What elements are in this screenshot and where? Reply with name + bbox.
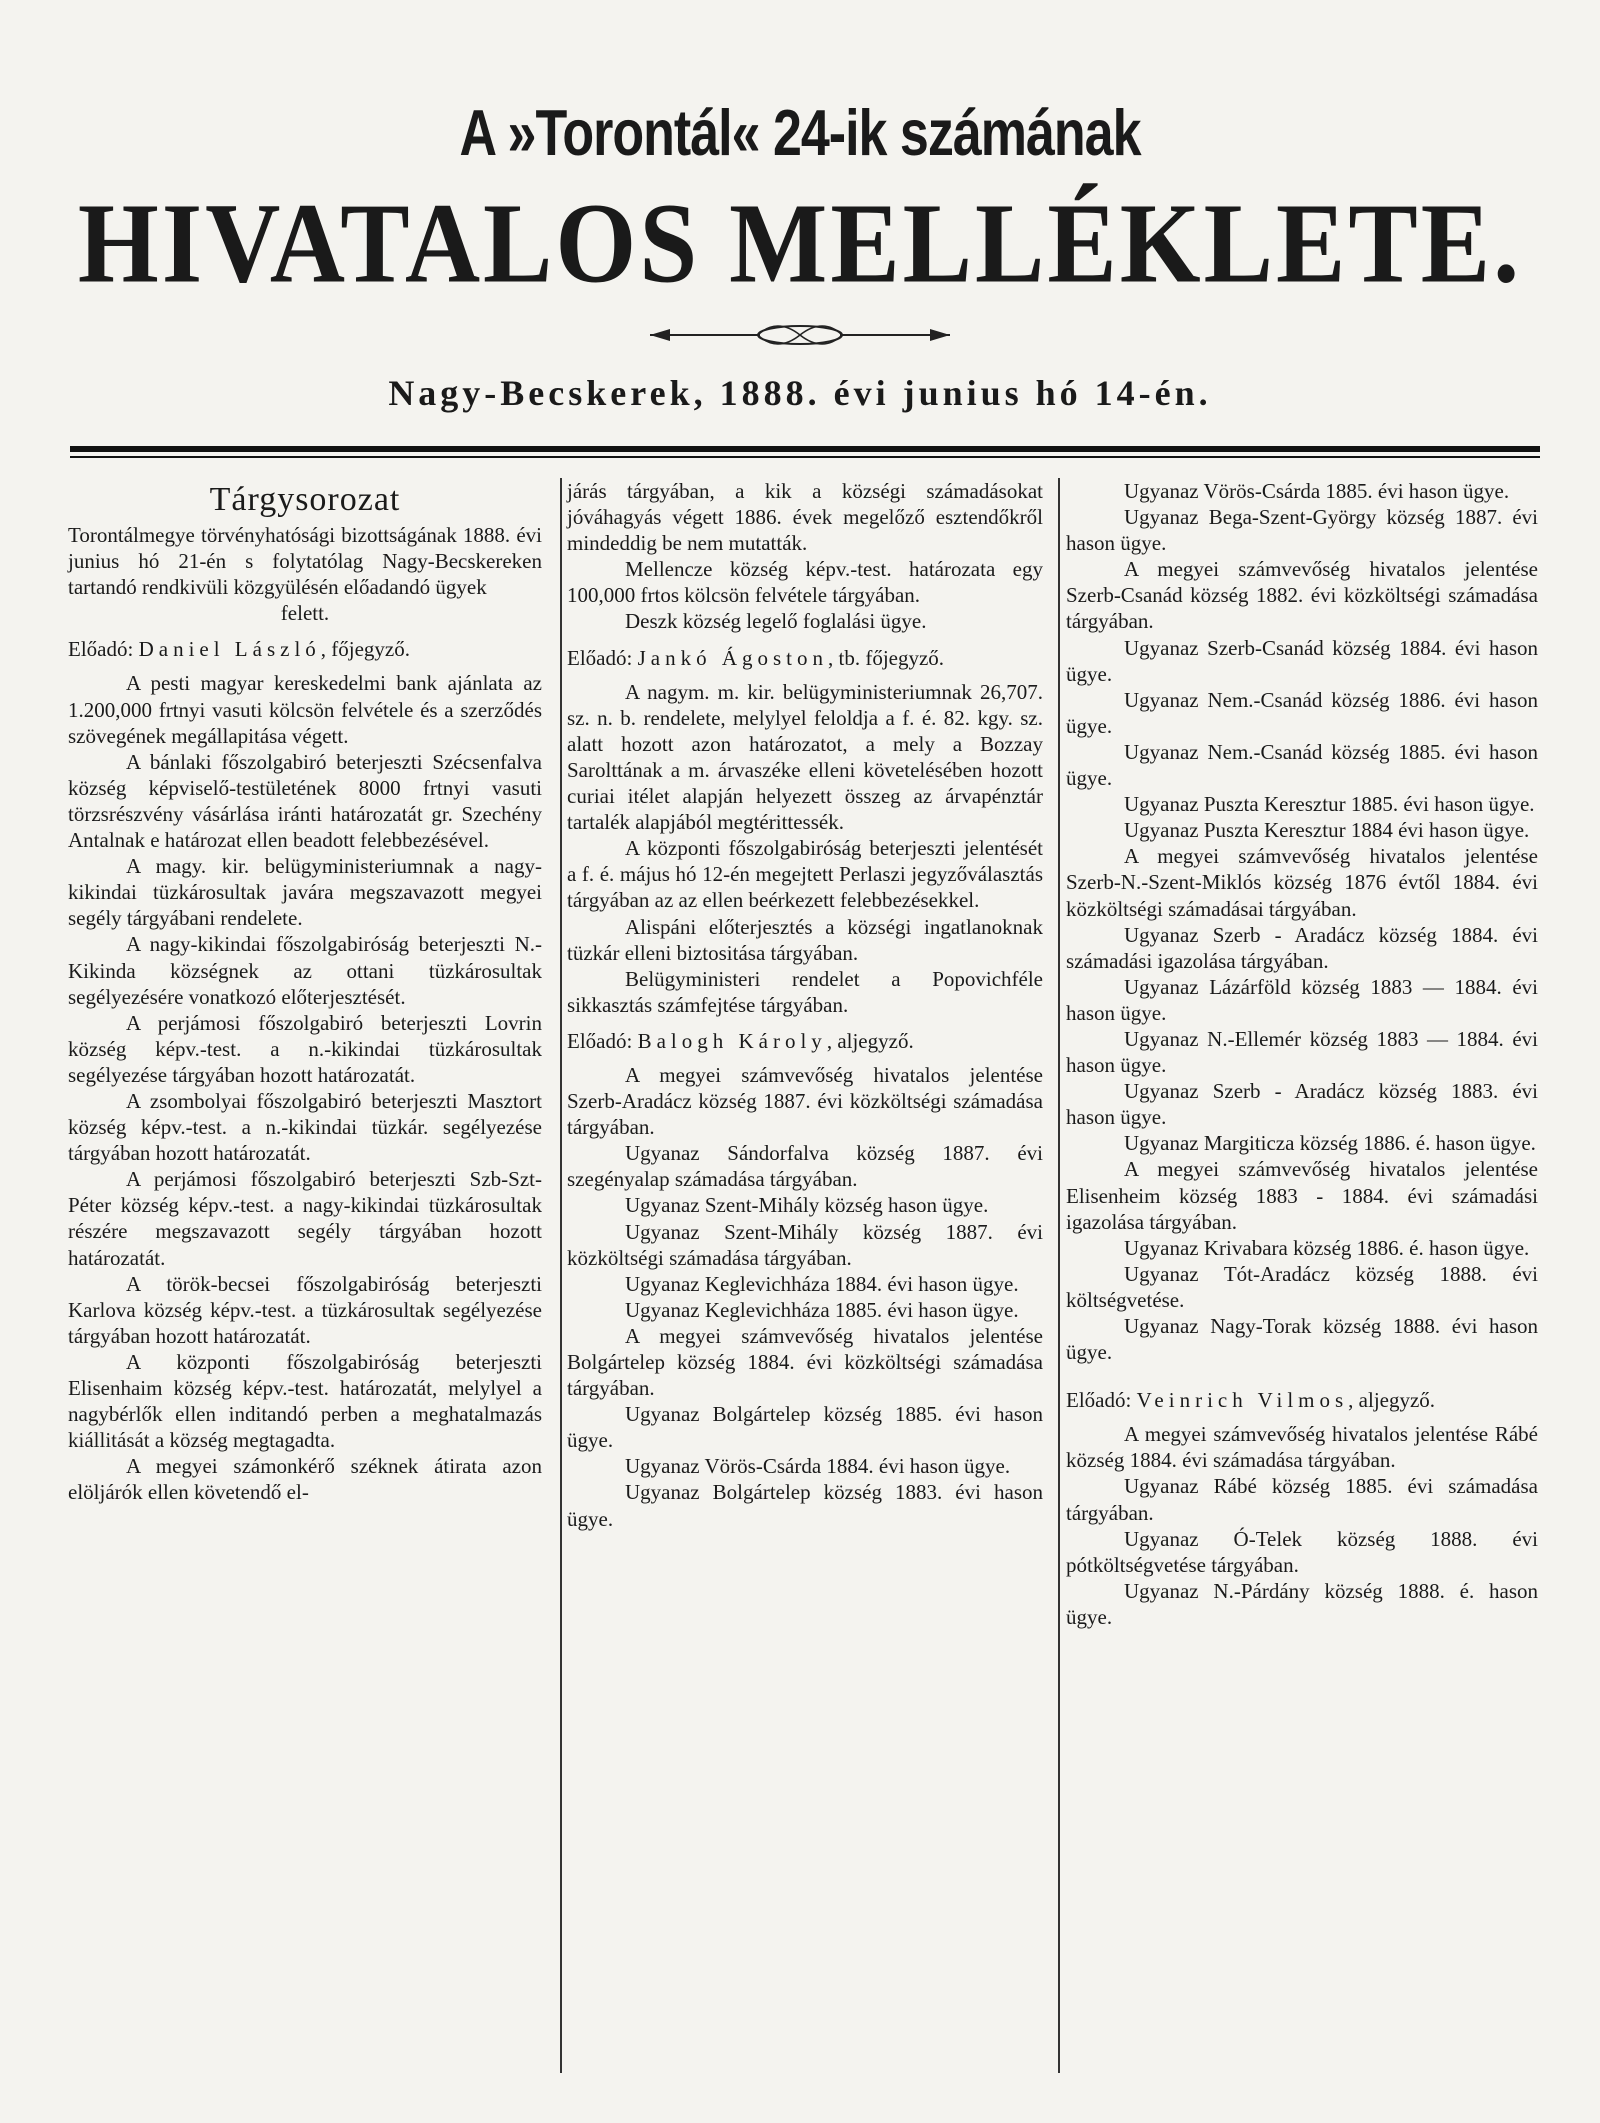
agenda-item: A nagy-kikindai főszolgabiróság beterjeszti N.-Kikinda községnek az ottani tüzkárosultak segélyezésére vonatkozó előterjesztését.	[68, 932, 542, 1009]
agenda-intro: Torontálmegye törvényhatósági bizottságának 1888. évi junius hó 21-én s folytatólag Nagy-Becskereken tartandó rendkivüli közgyülésén előadandó ügyek	[68, 523, 542, 600]
column-2	[567, 478, 1043, 1532]
agenda-item: járás tárgyában, a kik a községi számadásokat jóváhagyás végett 1886. évek megelőző esztendőkről mindeddig be nem mutatták.	[567, 479, 1043, 556]
agenda-item: Ugyanaz N.-Ellemér község 1883 — 1884. évi hason ügye.	[1066, 1026, 1538, 1078]
agenda-item: Ugyanaz Lázárföld község 1883 — 1884. évi hason ügye.	[1066, 974, 1538, 1025]
agenda-item: A központi főszolgabiróság beterjeszti jelentését a f. é. május hó 12-én megejtett Perlaszi jegyzőválasztás tárgyában az az ellen beérkezett felebbezésekkel.	[567, 836, 1043, 913]
agenda-item: A központi főszolgabiróság beterjeszti Elisenhaim község képv.-test. határozatát, melylyel a nagybérlők ellen inditandó perben a meghatalmazás kiállitását a község megtagadta.	[68, 1349, 542, 1453]
agenda-item: Ugyanaz Margiticza község 1886. é. hason ügye.	[1124, 1131, 1536, 1156]
agenda-item: Ugyanaz Bega-Szent-György község 1887. évi hason ügye.	[1066, 505, 1538, 556]
agenda-item: Ugyanaz Szerb-Csanád község 1884. évi hason ügye.	[1066, 635, 1538, 686]
supplement-pre-title: A »Torontál« 24-ik számának	[459, 97, 1141, 170]
header-rule	[70, 446, 1540, 452]
presenter-name: Veinrich Vilmos	[1136, 1388, 1349, 1413]
agenda-item: A megyei számvevőség hivatalos jelentése Szerb-Aradácz község 1887. évi közköltségi számadása tárgyában.	[567, 1062, 1043, 1140]
agenda-item: Alispáni előterjesztés a községi ingatlanoknak tüzkár elleni biztositása tárgyában.	[567, 914, 1043, 965]
ornament-divider	[640, 315, 960, 355]
agenda-item: Deszk község legelő foglalási ügye.	[625, 609, 927, 634]
agenda-item: Ugyanaz Keglevichháza 1885. évi hason ügye.	[625, 1297, 1019, 1322]
supplement-title: HIVATALOS MELLÉKLETE.	[77, 180, 1523, 307]
agenda-item: Ugyanaz Tót-Aradácz község 1888. évi költségvetése.	[1066, 1261, 1538, 1312]
agenda-item: A megyei számvevőség hivatalos jelentése Bolgártelep község 1884. évi közköltségi számadása tárgyában.	[567, 1323, 1043, 1401]
agenda-item: A megyei számvevőség hivatalos jelentése Szerb-Csanád község 1882. évi közköltségi számadása tárgyában.	[1066, 557, 1538, 634]
agenda-item: Ugyanaz Vörös-Csárda 1884. évi hason ügye.	[625, 1454, 1011, 1479]
agenda-item: A perjámosi főszolgabiró beterjeszti Lovrin község képv.-test. a n.-kikindai tüzkárosultak segélyezése tárgyában hozott határozatát.	[68, 1010, 542, 1087]
presenter-label: Előadó:	[567, 645, 633, 670]
presenter-title: , tb. főjegyző.	[828, 645, 945, 670]
agenda-item: A megyei számvevőség hivatalos jelentése Rábé község 1884. évi számadása tárgyában.	[1066, 1422, 1538, 1473]
agenda-item: A megyei számvevőség hivatalos jelentése Szerb-N.-Szent-Miklós község 1876 évtől 1884. évi közköltségi számadásai tárgyában.	[1066, 844, 1538, 921]
agenda-item: Ugyanaz Vörös-Csárda 1885. évi hason ügye.	[1124, 479, 1510, 503]
agenda-item: Ugyanaz Rábé község 1885. évi számadása tárgyában.	[1066, 1474, 1538, 1525]
agenda-item: A zsombolyai főszolgabiró beterjeszti Masztort község képv.-test. a n.-kikindai tüzkár. segélyezése tárgyában hozott határozatát.	[68, 1088, 542, 1166]
agenda-item: Ugyanaz Puszta Keresztur 1884 évi hason ügye.	[1124, 818, 1530, 843]
column-1	[68, 478, 542, 1505]
presenter-line	[567, 645, 1043, 671]
agenda-item: A magy. kir. belügyministeriumnak a nagy-kikindai tüzkárosultak javára megszavazott megyei segély tárgyábani rendelete.	[68, 854, 542, 931]
agenda-item: A megyei számvevőség hivatalos jelentése Elisenheim község 1883 - 1884. évi számadási igazolása tárgyában.	[1066, 1157, 1538, 1234]
agenda-intro-end: felett.	[280, 601, 330, 626]
header-rule-thin	[70, 456, 1540, 458]
agenda-item: Ugyanaz Nem.-Csanád község 1886. évi hason ügye.	[1066, 687, 1538, 738]
presenter-name: Balogh Károly	[637, 1028, 827, 1053]
agenda-item: Ugyanaz Puszta Keresztur 1885. évi hason ügye.	[1124, 792, 1535, 817]
presenter-label: Előadó:	[68, 637, 134, 662]
agenda-item: A nagym. m. kir. belügyministeriumnak 26,707. sz. n. b. rendelete, melylyel feloldja a f. é. 82. kgy. sz. alatt hozott azon határozatot, a mely a Bozzay Sarolttának a m. árvaszéke elleni követelésében hozott curiai itélet alapján helyezett összeg az árvapénztár tartalék alapjából megtérittessék.	[567, 679, 1043, 835]
agenda-item: A török-becsei főszolgabiróság beterjeszti Karlova község képv.-test. a tüzkárosultak segélyezése tárgyában hozott határozatát.	[68, 1271, 542, 1348]
column-divider	[1058, 478, 1060, 2073]
presenter-line	[1066, 1387, 1538, 1413]
presenter-label: Előadó:	[567, 1028, 633, 1053]
agenda-item: A perjámosi főszolgabiró beterjeszti Szb-Szt-Péter község képv.-test. a nagy-kikindai tüzkárosultak részére megszavazott segély tárgyában hozott határozatát.	[68, 1167, 542, 1270]
agenda-item: Ugyanaz Bolgártelep község 1883. évi hason ügye.	[567, 1480, 1043, 1531]
agenda-item: Ugyanaz Nagy-Torak község 1888. évi hason ügye.	[1066, 1314, 1538, 1365]
presenter-line	[567, 1028, 1043, 1054]
agenda-title: Tárgysorozat	[209, 481, 401, 518]
presenter-name: Daniel László	[138, 637, 321, 662]
agenda-item: Ugyanaz Szerb - Aradácz község 1884. évi számadási igazolása tárgyában.	[1066, 922, 1538, 973]
agenda-item: Ugyanaz Nem.-Csanád község 1885. évi hason ügye.	[1066, 739, 1538, 791]
agenda-item: Ugyanaz Krivabara község 1886. é. hason ügye.	[1124, 1235, 1530, 1260]
agenda-item: Ugyanaz Szent-Mihály község hason ügye.	[625, 1193, 989, 1218]
agenda-item: Ugyanaz Sándorfalva község 1887. évi szegényalap számadása tárgyában.	[567, 1141, 1043, 1192]
agenda-item: Belügyministeri rendelet a Popovichféle sikkasztás számfejtése tárgyában.	[567, 966, 1043, 1017]
agenda-item: A megyei számonkérő széknek átirata azon elöljárók ellen követendő el-	[68, 1454, 542, 1505]
agenda-item: Ugyanaz N.-Párdány község 1888. é. hason ügye.	[1066, 1578, 1538, 1629]
presenter-title: , aljegyző.	[1348, 1388, 1436, 1413]
agenda-item: Mellencze község képv.-test. határozata egy 100,000 frtos kölcsön felvétele tárgyában.	[567, 557, 1043, 608]
agenda-item: Ugyanaz Ó-Telek község 1888. évi pótköltségvetése tárgyában.	[1066, 1526, 1538, 1577]
presenter-name: Jankó Ágoston	[637, 645, 828, 670]
agenda-item: Ugyanaz Szent-Mihály község 1887. évi közköltségi számadása tárgyában.	[567, 1219, 1043, 1270]
presenter-line	[68, 636, 542, 662]
presenter-label: Előadó:	[1066, 1388, 1132, 1413]
agenda-item: Ugyanaz Keglevichháza 1884. évi hason ügye.	[625, 1271, 1019, 1296]
agenda-item: Ugyanaz Bolgártelep község 1885. évi hason ügye.	[567, 1402, 1043, 1453]
column-divider	[560, 478, 562, 2073]
agenda-item: A bánlaki főszolgabiró beterjeszti Szécsenfalva község képviselő-testületének 8000 frtnyi vasuti törzsrészvény vásárlása iránti határozatát gr. Szechény Antalnak e határozat ellen beadott felebbezésével.	[68, 749, 542, 853]
presenter-title: , főjegyző.	[320, 637, 411, 662]
column-3	[1066, 478, 1538, 1630]
dateline: Nagy-Becskerek, 1888. évi junius hó 14-én.	[388, 373, 1212, 413]
agenda-item: A pesti magyar kereskedelmi bank ajánlata az 1.200,000 frtnyi vasuti kölcsön felvétele és a szerződés szövegének megállapitása végett.	[68, 671, 542, 748]
presenter-title: , aljegyző.	[826, 1028, 914, 1053]
agenda-item: Ugyanaz Szerb - Aradácz község 1883. évi hason ügye.	[1066, 1079, 1538, 1130]
